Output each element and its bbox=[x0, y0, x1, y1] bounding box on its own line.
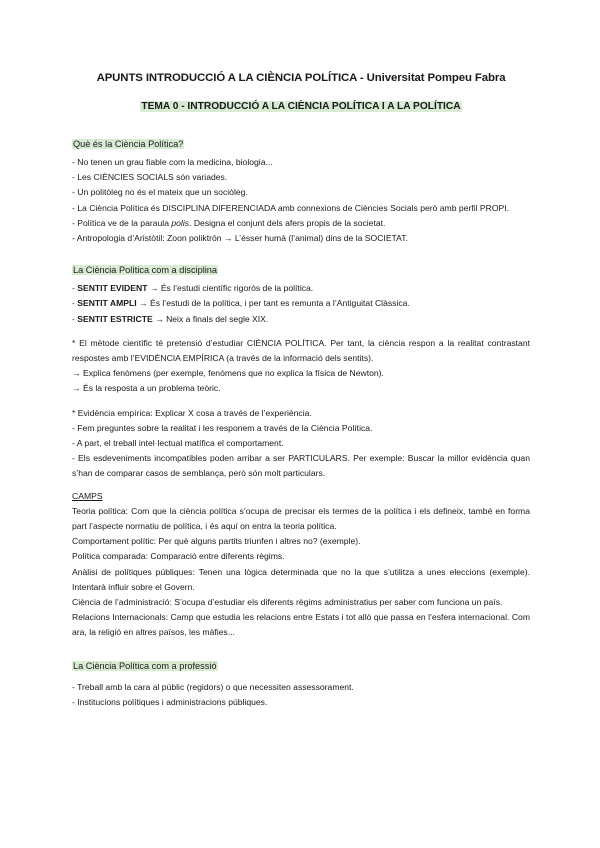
method-point: → És la resposta a un problema teòric. bbox=[72, 383, 221, 394]
bullet-line: - Treball amb la cara al públic (regidors) o que necessiten assessorament. bbox=[72, 681, 354, 692]
sense-line: - SENTIT AMPLI → És l’estudi de la política, i per tant es remunta a l’Antiguitat Clàssica. bbox=[72, 298, 410, 309]
section-heading-text: La Ciència Política com a disciplina bbox=[73, 265, 218, 276]
camps-list bbox=[72, 504, 530, 641]
section-heading-profession bbox=[72, 661, 530, 671]
evidence-line: - Fem preguntes sobre la realitat i les responem a través de la Ciència Política. bbox=[72, 422, 373, 433]
section-body-what-is bbox=[72, 155, 530, 246]
topic-subtitle bbox=[72, 101, 530, 112]
camp-item: Relacions Internacionals: Camp que estudia les relacions entre Estats i tot allò que passa en l’esfera internacional. Com ara, la religió en altres països, les màfies... bbox=[72, 612, 530, 638]
polis-before: - Política ve de la paraula bbox=[72, 217, 172, 228]
evidence-line: - A part, el treball intel·lectual matífica el comportament. bbox=[72, 438, 284, 449]
section-body-profession bbox=[72, 680, 530, 710]
camp-item: Ciència de l’administració: S’ocupa d’estudiar els diferents règims administratius per saber com funciona un país. bbox=[72, 597, 503, 608]
sense-line: - SENTIT ESTRICTE → Neix a finals del segle XIX. bbox=[72, 313, 269, 324]
sense-label: SENTIT EVIDENT bbox=[77, 283, 148, 294]
evidence-block bbox=[72, 406, 530, 482]
topic-subtitle-text: TEMA 0 - INTRODUCCIÓ A LA CIÈNCIA POLÍTICA I A LA POLÍTICA bbox=[141, 101, 461, 112]
senses-list bbox=[72, 281, 530, 327]
section-heading-discipline bbox=[72, 265, 530, 275]
camp-item: Teoria política: Com que la ciència política s’ocupa de precisar els termes de la política i els defineix, també en forma part l’aspecte normatiu de política, i és aquí on entra la teoria política. bbox=[72, 505, 530, 532]
camp-item: Comportament polític: Per què alguns partits triunfen i altres no? (exemple). bbox=[72, 536, 361, 547]
sense-text: → Neix a finals del segle XIX. bbox=[152, 313, 269, 324]
bullet-line: - No tenen un grau fiable com la medicina, biologia... bbox=[72, 157, 273, 167]
sense-text: → És l’estudi de la política, i per tant es remunta a l’Antiguitat Clàssica. bbox=[136, 298, 410, 309]
polis-word: polis bbox=[171, 217, 190, 228]
evidence-line: * Evidència empírica: Explicar X cosa a través de l’experiència. bbox=[72, 407, 312, 418]
section-heading-what-is bbox=[72, 139, 530, 149]
document-page bbox=[72, 68, 530, 710]
sense-label: SENTIT ESTRICTE bbox=[77, 313, 153, 324]
method-block bbox=[72, 336, 530, 397]
bullet-line: - Institucions polítiques i administracions públiques. bbox=[72, 696, 268, 707]
camps-label: CAMPS bbox=[72, 490, 103, 501]
bullet-line: - Un politòleg no és el mateix que un sociòleg. bbox=[72, 187, 248, 198]
camp-item: Anàlisi de polítiques públiques: Tenen una lògica determinada que no la que s’utilitza a unes eleccions (exemple). Intentarà influir sobre el Govern. bbox=[72, 566, 530, 592]
document-title: APUNTS INTRODUCCIÓ A LA CIÈNCIA POLÍTICA - Universitat Pompeu Fabra bbox=[96, 72, 506, 84]
sense-line: - SENTIT EVIDENT → És l’estudi científic rigorós de la política. bbox=[72, 283, 314, 294]
method-paragraph: * El mètode científic té pretensió d’estudiar CIÈNCIA POLÍTICA. Per tant, la ciència respon a la realitat contrastant respostes amb l’EVIDÈNCIA EMPÍRICA (a través de la informació dels sentits). bbox=[72, 337, 530, 364]
camp-item: Política comparada: Comparació entre diferents règims. bbox=[72, 551, 285, 562]
method-point: → Explica fenòmens (per exemple, fenòmens que no explica la física de Newton). bbox=[72, 368, 384, 379]
section-heading-text: Què és la Ciència Política? bbox=[73, 139, 184, 149]
section-heading-text: La Ciència Política com a professió bbox=[73, 660, 217, 671]
bullet-line: - Les CIÈNCIES SOCIALS són variades. bbox=[72, 172, 228, 183]
polis-after: . Designa el conjunt dels afers propis de la societat. bbox=[189, 217, 386, 228]
sense-label: SENTIT AMPLI bbox=[77, 298, 137, 309]
sense-text: → És l’estudi científic rigorós de la política. bbox=[147, 283, 314, 294]
bullet-line-polis bbox=[72, 216, 530, 231]
bullet-line: - Antropologia d’Aristòtil: Zoon poliktrón → L’ésser humà (l’animal) dins de la SOCIETAT. bbox=[72, 233, 408, 244]
bullet-line: - La Ciència Política és DISCIPLINA DIFERENCIADA amb connexions de Ciències Socials però amb perfil PROPI. bbox=[72, 202, 510, 213]
events-paragraph: - Els esdeveniments incompatibles poden arribar a ser PARTICULARS. Per exemple: Buscar la millor evidència quan s’han de comparar casos de semblança, però són molt particulars. bbox=[72, 453, 530, 479]
